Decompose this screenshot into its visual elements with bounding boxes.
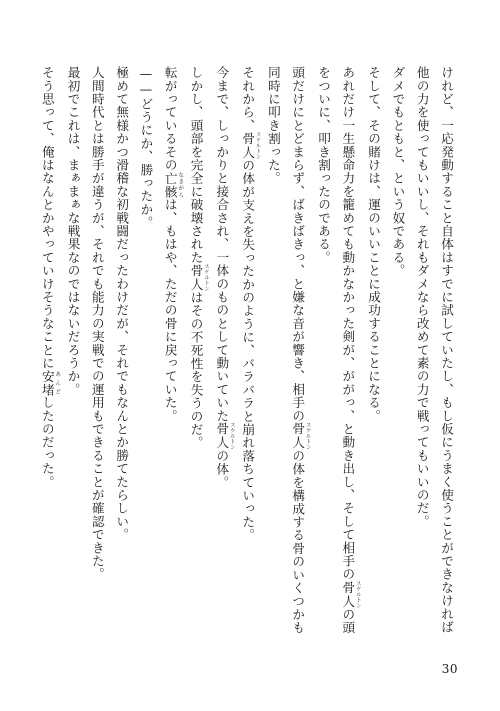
text-line <box>235 66 261 638</box>
text-segment: それから、 <box>240 66 256 132</box>
text-line <box>34 66 60 638</box>
ruby-word <box>290 422 311 450</box>
text-line <box>183 66 209 638</box>
ruby-reading: スケルトン <box>254 131 261 160</box>
ruby-reading: スケルトン <box>354 580 361 609</box>
text-line <box>311 66 335 638</box>
ruby-word <box>214 422 235 450</box>
text-line <box>209 66 235 638</box>
ruby-reading: あんど <box>54 369 61 396</box>
ruby-reading: スケルトン <box>203 263 210 292</box>
ruby-base: 亡骸 <box>162 171 178 199</box>
text-line <box>361 66 385 638</box>
page-number: 30 <box>441 662 458 676</box>
text-segment: っ <box>290 250 306 265</box>
text-segment: をついに、叩き割ったのである。 <box>316 66 332 264</box>
text-line <box>285 66 311 638</box>
text-segment: しかし、頭部を完全に破壊された <box>188 66 204 264</box>
ruby-base: 骨人 <box>340 580 356 609</box>
text-segment: の頭 <box>340 607 356 635</box>
text-segment: けれど、一応発動すること自体はすでに試していたし、もし仮にうまく使うことができなければ <box>439 66 454 634</box>
vertical-text-body <box>39 66 458 638</box>
text-line <box>60 66 84 638</box>
text-segment: 、と嫌な音が響き、相手の <box>290 264 306 423</box>
ruby-word <box>39 369 61 397</box>
ruby-word <box>240 131 261 160</box>
text-segment: 転がっているその <box>162 66 178 172</box>
ruby-reading: スケルトン <box>304 422 311 450</box>
text-segment: ダメでもともと、という奴である。 <box>390 66 406 278</box>
text-line <box>133 66 157 638</box>
ruby-word <box>162 171 184 199</box>
text-segment: 人間時代とは勝手が違うが、それでも能力の実戦での運用もできることが確認できた。 <box>89 66 105 581</box>
text-segment: の体。 <box>214 449 230 489</box>
ruby-word <box>340 580 361 609</box>
text-line <box>335 66 361 638</box>
text-segment: 最初でこれは、まぁまぁな戦果なのではないだろうか。 <box>65 66 81 396</box>
text-segment: 他の力を使ってもいいし、それもダメなら改めて素の力で戦ってもいいのだ。 <box>414 66 430 528</box>
ruby-reading: なきがら <box>177 171 184 199</box>
text-segment: 極めて無様かつ滑稽な初戦闘だったわけだが、それでもなんとか勝てたらしい。 <box>114 66 130 542</box>
text-segment: そう思って、俺はなんとかやっていけそうなことに <box>39 66 55 370</box>
text-segment: 同時に叩き割った。 <box>265 66 281 185</box>
ruby-base: 骨人 <box>290 422 306 450</box>
text-segment: 頭だけにとどまらず、ばきばき <box>290 66 306 251</box>
text-segment: は、もはや、ただの骨に戻っていた。 <box>162 198 178 423</box>
text-segment: の体が支えを失ったかのように、バラバラと崩れ落ちていった。 <box>240 158 256 542</box>
text-line <box>409 66 433 638</box>
text-segment: 、と動き出し、そして相手の <box>340 409 356 581</box>
text-line <box>85 66 109 638</box>
text-segment: はその不死性を失うのだ。 <box>188 290 204 450</box>
text-line <box>434 66 458 638</box>
text-line <box>157 66 183 638</box>
text-segment: ——どうにか、勝ったか。 <box>138 66 154 230</box>
text-segment: あれだけ一生懸命力を籠めても動かなかった剣が、がが <box>340 66 356 396</box>
text-line <box>385 66 409 638</box>
text-line <box>261 66 285 638</box>
text-segment: そして、その賭けは、運のいいことに成功することになる。 <box>366 66 382 423</box>
ruby-base: 骨人 <box>214 422 230 450</box>
text-segment: したのだった。 <box>39 396 55 489</box>
text-segment: っ <box>340 396 356 410</box>
text-line <box>109 66 133 638</box>
ruby-reading: スケルトン <box>228 422 235 450</box>
text-segment: の体を構成する骨のいくつかも <box>290 449 306 635</box>
ruby-base: 骨人 <box>240 131 256 160</box>
ruby-word <box>188 263 210 292</box>
ruby-base: 安堵 <box>39 369 55 397</box>
text-segment: 今まで、しっかりと接合され、一体のものとして動いていた <box>214 66 230 423</box>
ruby-base: 骨人 <box>188 263 204 292</box>
